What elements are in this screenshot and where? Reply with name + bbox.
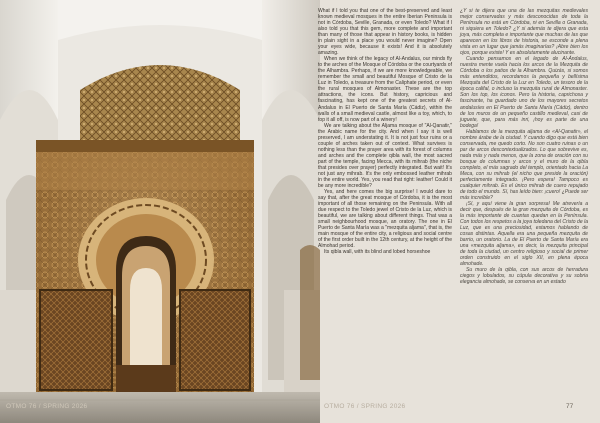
spanish-paragraph: Hablamos de la mezquita aljama de «Al-Qanatir», el nombre árabe de la ciudad. Y cuando digo que está bien conservada, me quedo corto. No son cuatro ruinas o un par de arcos descontextualizados. Lo que sobrevive es, nada más y nada menos, que la zona de oración con su bosque de columnas y arcos y el muro de la qibla completo, el más sagrado del templo, orientado hacia La Meca, con su mihrab (el nicho que preside la oración) perfectamente integrado. ¡Pero espera! Tampoco es cualquier mihrab. Es el único mihrab de cuero repujado de todo el mundo. Sí, has leído bien: ¡cuero! ¿Puede ser más increíble? (460, 128, 588, 201)
footer-right-issue: OTMO 76 / SPRING 2026 (324, 403, 406, 410)
english-article-column (318, 8, 452, 255)
english-paragraph: Its qibla wall, with its blind and lobed horseshoe (324, 249, 431, 256)
spanish-paragraph: ¡Sí, y aquí viene la gran sorpresa! Me atrevería a decir que, después de la gran mezquita de Córdoba, es la más importante de cuantas quedan en la Península. Con todos los respetos a la joya toledana del Cristo de la Luz, que es una preciosidad, estamos hablando de cosas distintas. Aquella era una pequeña mezquita de barrio, un oratorio. La de El Puerto de Santa María era una «mezquita aljama», es decir, la mezquita principal de toda la ciudad, un centro religioso y social de primer orden construido en el siglo XII, en plena época almohade. (460, 201, 588, 268)
spanish-paragraph: ¿Y si te dijera que una de las mezquitas medievales mejor conservadas y más desconocidas de toda la Península no está en Córdoba, ni en Sevilla o Granada, ni siquiera en Toledo? ¿Y si además te dijera que esta joya, más completa e importante que muchas de las que aparecen en los libros de historia, se esconde a plena vista en un lugar que jamás imaginarías? ¡Abre bien los ojos, porque existe! Y es absolutamente alucinante. (460, 8, 588, 57)
english-paragraph: Yes, and here comes the big surprise! I would dare to say that, after the great mosque of Córdoba, it is the most important of all those remaining on the Peninsula. With all due respect to the Toledo jewel of Cristo de la Luz, which is beautiful, we are talking about different things. That was a small neighbourhood mosque, an oratory. The one in El Puerto de Santa María was a "mezquita aljama", that is, the main mosque of the entire city, a religious and social centre of the first order built in the 12th century, at the height of the Almohad period. (318, 188, 452, 250)
footer-left-issue: OTMO 76 / SPRING 2026 (6, 403, 88, 410)
spanish-article-column (460, 8, 588, 285)
page-number: 77 (566, 403, 574, 410)
spanish-paragraph: Su muro de la qibla, con sus arcos de herradura ciegos y lobulados, su cúpula decorativa y su sobria elegancia almohade, se conserva en un estado (460, 267, 588, 286)
english-paragraph: When we think of the legacy of Al-Andalus, our minds fly to the arches of the Mosque of Córdoba or the courtyards of the Alhambra. Perhaps, if we are more knowledgeable, we remember the small and beautiful Mosque of Cristo de la Luz in Toledo, a treasure from the Caliphate period, or even the rural mosques of Almonaster. These are the top attractions, the icons. But history, capricious and fascinating, has kept one of the greatest secrets of Al-Andalus in El Puerto de Santa María (Cádiz), within the walls of a small medieval castle, almost like a toy, which, to top it all off, is now part of a winery! (318, 56, 452, 123)
spanish-paragraph: Cuando pensamos en el legado de Al-Ándalus, nuestra mente vuela hacia los arcos de la Mezquita de Córdoba o los patios de la Alhambra. Quizás, si somos más entendidos, recordamos la pequeña y bellísima Mezquita del Cristo de la Luz en Toledo, un tesoro de la época califal, o incluso la mezquita rural de Almonaster. Son los top, los iconos. Pero la historia, caprichosa y fascinante, ha guardado uno de los mayores secretos andalusíes en El Puerto de Santa María (Cádiz), dentro de los muros de un pequeño castillo medieval, casi de juguete, que, para más inri, ¡hoy es parte de una bodega! (460, 56, 588, 129)
english-paragraph: What if I told you that one of the best-preserved and least known medieval mosques in the entire Iberian Peninsula is not in Córdoba, Seville, Granada, or even Toledo? What if I also told you that this gem, more complete and important than many of those that appear in history books, is hidden in plain sight in a place you would never imagine? Open your eyes wide, because it exists! And it is absolutely amazing. (318, 8, 452, 57)
english-paragraph: We are talking about the Aljama mosque of "Al-Qanatir," the Arabic name for the city. And when I say it is well preserved, I am understating it. It is not just four ruins or a couple of arches taken out of context. What survives is nothing less than the prayer area with its forest of columns and arches and the complete qibla wall, the most sacred part of the temple, facing Mecca, with its mihrab (the niche that presides over prayer) perfectly integrated. But wait! It's not just any mihrab. It's the only embossed leather mihrab in the entire world. Yes, you read that right: leather! Could it be any more incredible? (318, 122, 452, 189)
